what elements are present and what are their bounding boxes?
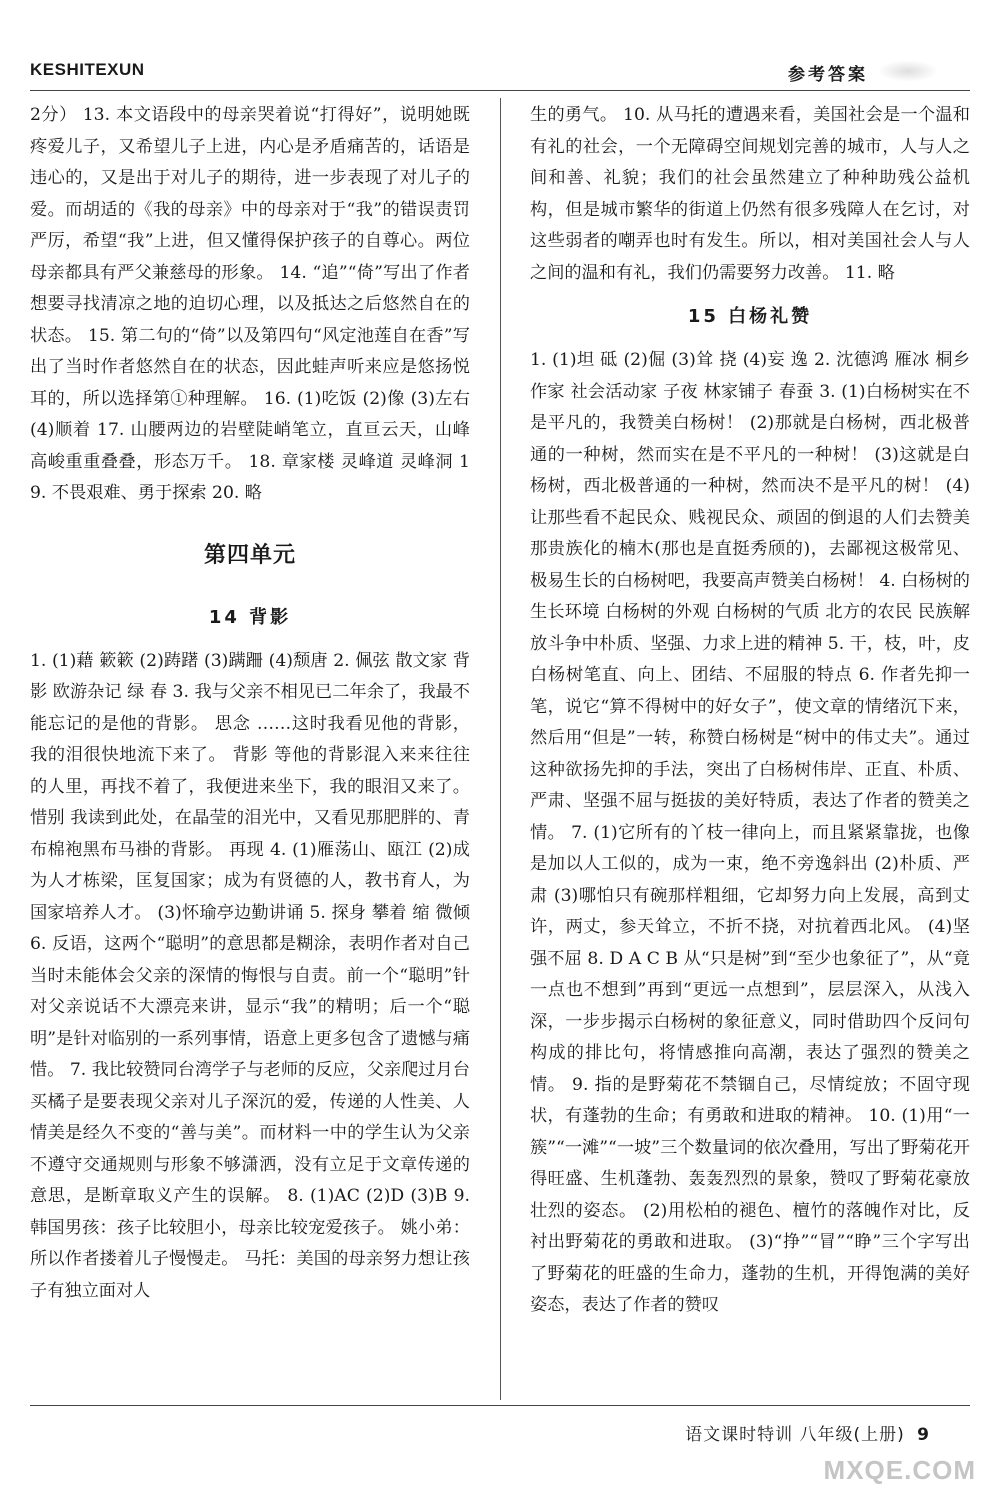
- unit-title: 第四单元: [203, 542, 296, 568]
- footer: [685, 1420, 930, 1445]
- answer-paragraph: 1. (1)坦 砥 (2)倔 (3)耸 挠 (4)妄 逸 2. 沈德鸿 雁冰 桐乡 作家 社会活动家 子夜 林家铺子 春蚕 3. (1)白杨树实在不是平凡的，我赞美白杨树！ (2)那就是白杨树，西北极普通的一种树，然而实在是不平凡的一种树！ (3)这就是白杨树，西北极普通的一种树，然而决不是平凡的树！ (4)让那些看不起民众、贱视民众、顽固的倒退的人们去赞美那贵族化的楠木(那也是直挺秀颀的)，去鄙视这极常见、极易生长的白杨树吧，我要高声赞美白杨树！ 4. 白杨树的生长环境 白杨树的外观 白杨树的气质 北方的农民 民族解放斗争中朴质、坚强、力求上进的精神 5. 干，枝，叶，皮 白杨树笔直、向上、团结、不屈服的特点 6. 作者先抑一笔，说它“算不得树中的好女子”，使文章的情绪沉下来，然后用“但是”一转，称赞白杨树是“树中的伟丈夫”。通过这种欲扬先抑的手法，突出了白杨树伟岸、正直、朴质、严肃、坚强不屈与挺拔的美好特质，表达了作者的赞美之情。 7. (1)它所有的丫枝一律向上，而且紧紧靠拢，也像是加以人工似的，成为一束，绝不旁逸斜出 (2)朴质、严肃 (3)哪怕只有碗那样粗细，它却努力向上发展，高到丈许，两丈，参天耸立，不折不挠，对抗着西北风。 (4)坚强不屈 8. D A C B 从“只是树”到“至少也象征了”，从“竟一点也不想到”再到“更远一点想到”，层层深入，从浅入深，一步步揭示白杨树的象征意义，同时借助四个反问句构成的排比句，将情感推向高潮，表达了强烈的赞美之情。 9. 指的是野菊花不禁锢自己，尽情绽放；不固守现状，有蓬勃的生命；有勇敢和进取的精神。 10. (1)用“一簇”“一滩”“一坡”三个数量词的依次叠用，写出了野菊花开得旺盛、生机蓬勃、轰轰烈烈的景象，赞叹了野菊花豪放壮烈的姿态。 (2)用松柏的褪色、檀竹的落魄作对比，反衬出野菊花的勇敢和进取。 (3)“挣”“冒”“睁”三个字写出了野菊花的旺盛的生命力，蓬勃的生机，开得饱满的美好姿态，表达了作者的赞叹: [530, 350, 970, 1315]
- footer-divider: [30, 1405, 970, 1406]
- answer-paragraph: 2分） 13. 本文语段中的母亲哭着说“打得好”，说明她既疼爱儿子，又希望儿子上进，内心是矛盾痛苦的，话语是违心的，又是出于对儿子的期待，进一步表现了对儿子的爱。而胡适的《我的母亲》中的母亲对于“我”的错误责罚严厉，希望“我”上进，但又懂得保护孩子的自尊心。两位母亲都具有严父兼慈母的形象。 14. “追”“倚”写出了作者想要寻找清凉之地的迫切心理，以及抵达之后悠然自在的状态。 15. 第二句的“倚”以及第四句“风定池莲自在香”写出了当时作者悠然自在的状态，因此蛙声听来应是悠扬悦耳的，所以选择第①种理解。 16. (1)吃饭 (2)像 (3)左右 (4)顺着 17. 山腰两边的岩壁陡峭笔立，直亘云天，山峰高峻重重叠叠，形态万千。 18. 章家楼 灵峰道 灵峰洞 19. 不畏艰难、勇于探索 20. 略: [30, 105, 470, 503]
- lesson-title: 15 白杨礼赞: [687, 306, 813, 327]
- left-column: [30, 100, 470, 1307]
- lesson-title: 14 背影: [208, 606, 292, 628]
- right-column: [530, 100, 970, 1322]
- header-stamp-mark: [878, 60, 938, 82]
- watermark: MXQE.COM: [823, 1455, 976, 1485]
- header-brand: KESHITEXUN: [30, 60, 145, 79]
- header-divider: [30, 90, 970, 91]
- answer-paragraph: 1. (1)藉 簌簌 (2)踌躇 (3)蹒跚 (4)颓唐 2. 佩弦 散文家 背影 欧游杂记 绿 春 3. 我与父亲不相见已二年余了，我最不能忘记的是他的背影。 思念 ……这时我看见他的背影，我的泪很快地流下来了。 背影 等他的背影混入来来往往的人里，再找不着了，我便进来坐下，我的眼泪又来了。 惜别 我读到此处，在晶莹的泪光中，又看见那肥胖的、青布棉袍黑布马褂的背影。 再现 4. (1)雁荡山、瓯江 (2)成为人才栋梁，匡复国家；成为有贤德的人，教书育人，为国家培养人才。 (3)怀瑜亭边勤讲诵 5. 探身 攀着 缩 微倾 6. 反语，这两个“聪明”的意思都是糊涂，表明作者对自己当时未能体会父亲的深情的悔恨与自责。前一个“聪明”针对父亲说话不大漂亮来讲，显示“我”的精明；后一个“聪明”是针对临别的一系列事情，语意上更多包含了遗憾与痛惜。 7. 我比较赞同台湾学子与老师的反应，父亲爬过月台买橘子是要表现父亲对儿子深沉的爱，传递的人性美、人情美是经久不变的“善与美”。而材料一中的学生认为父亲不遵守交通规则与形象不够潇洒，没有立足于文章传递的意思，是断章取义产生的误解。 8. (1)AC (2)D (3)B 9. 韩国男孩：孩子比较胆小，母亲比较宠爱孩子。 姚小弟：所以作者搂着儿子慢慢走。 马托：美国的母亲努力想让孩子有独立面对人: [30, 650, 470, 1301]
- column-divider: [500, 98, 501, 1400]
- header-section-title: 参考答案: [788, 65, 868, 85]
- page-number: 9: [917, 1425, 930, 1445]
- answer-paragraph: 生的勇气。 10. 从马托的遭遇来看，美国社会是一个温和有礼的社会，一个无障碍空间规划完善的城市，人与人之间和善、礼貌；我们的社会虽然建立了种种助残公益机构，但是城市繁华的街道上仍然有很多残障人在乞讨，对这些弱者的嘲弄也时有发生。所以，相对美国社会人与人之间的温和有礼，我们仍需要努力改善。 11. 略: [530, 105, 970, 283]
- footer-book-title: 语文课时特训 八年级(上册): [685, 1425, 905, 1445]
